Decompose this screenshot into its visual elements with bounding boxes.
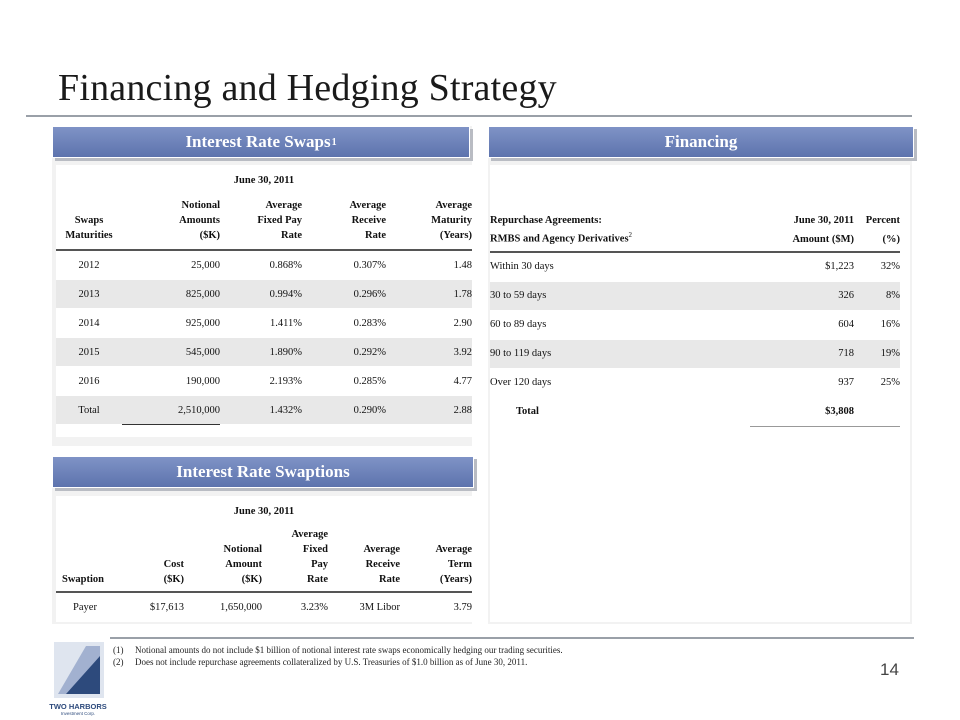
swaps-row: [56, 250, 472, 280]
swaptions-cell: 3.79: [400, 592, 472, 622]
financing-header-label-1: Repurchase Agreements:: [490, 215, 602, 226]
swaps-cell: 0.868%: [220, 250, 302, 280]
swaps-row: [56, 396, 472, 425]
financing-row: [490, 339, 900, 368]
swaps-row: [56, 338, 472, 367]
swaptions-table: [56, 496, 472, 622]
swaps-cell: 4.77: [386, 367, 472, 396]
financing-row: [490, 252, 900, 282]
financing-cell: 16%: [854, 310, 900, 339]
swaps-cell: 0.994%: [220, 280, 302, 309]
swaps-cell: 2015: [56, 338, 122, 367]
swaptions-table-area: [56, 496, 472, 622]
swaps-banner-text: Interest Rate Swaps: [185, 132, 331, 151]
financing-cell: 32%: [854, 252, 900, 282]
swaptions-cell: 1,650,000: [184, 592, 262, 622]
swaps-cell: 0.290%: [302, 396, 386, 425]
financing-cell: Within 30 days: [490, 252, 750, 282]
swaptions-col-header: Notional Amount ($K): [223, 544, 262, 585]
swaptions-col-header: Average Term (Years): [435, 544, 472, 585]
logo-subtitle: Investment Corp.: [60, 711, 96, 716]
swaptions-date-header: June 30, 2011: [233, 506, 295, 517]
financing-table: [490, 213, 900, 427]
logo-name: TWO HARBORS: [49, 702, 107, 711]
financing-cell: 937: [750, 368, 854, 397]
financing-total-label: Total: [490, 397, 750, 426]
swaptions-cell: Payer: [56, 592, 114, 622]
swaps-col-header: Average Fixed Pay Rate: [257, 200, 302, 241]
swaps-cell: 2.88: [386, 396, 472, 425]
swaptions-row: [56, 592, 472, 622]
swaptions-cell: 3.23%: [262, 592, 328, 622]
swaps-cell: 190,000: [122, 367, 220, 396]
swaps-cell: 2014: [56, 309, 122, 338]
financing-cell: 326: [750, 281, 854, 310]
footnote-text: Notional amounts do not include $1 billion of notional interest rate swaps economically hedging our trading securities.: [135, 645, 563, 655]
financing-table-area: [490, 165, 910, 622]
swaptions-cell: $17,613: [114, 592, 184, 622]
financing-header-label-2: [490, 228, 750, 247]
swaptions-banner: [52, 456, 474, 488]
financing-col-amount-line2: Amount ($M): [792, 233, 854, 245]
financing-row: [490, 310, 900, 339]
footnote-number: (1): [113, 645, 124, 655]
swaptions-col-header: Cost ($K): [163, 559, 184, 585]
swaps-cell: 0.296%: [302, 280, 386, 309]
swaps-cell: 2.193%: [220, 367, 302, 396]
swaptions-cell: 3M Libor: [328, 592, 400, 622]
swaps-cell: 2013: [56, 280, 122, 309]
swaps-cell: Total: [56, 396, 122, 425]
swaps-cell: 925,000: [122, 309, 220, 338]
swaps-cell: 3.92: [386, 338, 472, 367]
swaps-col-header: Average Receive Rate: [349, 200, 386, 241]
swaps-cell: 1.411%: [220, 309, 302, 338]
swaps-cell: 25,000: [122, 250, 220, 280]
swaps-cell: 1.432%: [220, 396, 302, 425]
title-divider: [26, 115, 912, 117]
financing-col-amount-line1: June 30, 2011: [793, 215, 854, 226]
footnote: [113, 656, 563, 668]
footer-divider: [110, 637, 914, 639]
financing-cell: $1,223: [750, 252, 854, 282]
swaps-cell: 0.285%: [302, 367, 386, 396]
swaps-cell: 2.90: [386, 309, 472, 338]
swaps-table-area: [56, 165, 472, 437]
financing-cell: 19%: [854, 339, 900, 368]
swaps-cell: 1.890%: [220, 338, 302, 367]
swaptions-banner-text: Interest Rate Swaptions: [176, 462, 350, 481]
financing-cell: 60 to 89 days: [490, 310, 750, 339]
financing-total-row: [490, 397, 900, 426]
swaps-cell: 2,510,000: [122, 396, 220, 425]
financing-banner: [488, 126, 914, 158]
financing-row: [490, 281, 900, 310]
swaps-banner: [52, 126, 470, 158]
financing-header-label-2-text: RMBS and Agency Derivatives: [490, 233, 629, 245]
page-title: Financing and Hedging Strategy: [58, 67, 557, 109]
swaps-cell: 2012: [56, 250, 122, 280]
swaptions-col-header: Average Fixed Pay Rate: [291, 529, 328, 585]
swaps-cell: 825,000: [122, 280, 220, 309]
swaptions-col-header: Average Receive Rate: [363, 544, 400, 585]
swaps-cell: 1.48: [386, 250, 472, 280]
financing-cell: 604: [750, 310, 854, 339]
financing-col-percent-line2: (%): [882, 233, 900, 245]
financing-col-percent-line1: Percent: [865, 215, 900, 226]
financing-total-amount: $3,808: [750, 397, 854, 426]
footnote: [113, 644, 563, 656]
financing-cell: 90 to 119 days: [490, 339, 750, 368]
swaps-row: [56, 367, 472, 396]
swaps-row: [56, 280, 472, 309]
footnote-number: (2): [113, 657, 124, 667]
swaps-date-header: June 30, 2011: [233, 175, 295, 186]
swaps-col-header: Swaps Maturities: [65, 215, 113, 241]
footnotes: [113, 644, 563, 668]
swaps-cell: 2016: [56, 367, 122, 396]
financing-cell: 8%: [854, 281, 900, 310]
footnote-text: Does not include repurchase agreements collateralized by U.S. Treasuries of $1.0 billion as of June 30, 2011.: [135, 657, 528, 667]
swaps-cell: 0.283%: [302, 309, 386, 338]
swaps-cell: 0.307%: [302, 250, 386, 280]
swaps-cell: 1.78: [386, 280, 472, 309]
financing-cell: 718: [750, 339, 854, 368]
swaps-col-header: Notional Amounts ($K): [179, 200, 220, 241]
swaps-row: [56, 309, 472, 338]
financing-cell: 25%: [854, 368, 900, 397]
financing-cell: 30 to 59 days: [490, 281, 750, 310]
financing-banner-text: Financing: [664, 132, 738, 151]
swaps-table: [56, 165, 472, 425]
swaptions-col-header: Swaption: [62, 574, 105, 585]
financing-row: [490, 368, 900, 397]
swaps-banner-footnote-ref: 1: [331, 136, 337, 148]
page-number: 14: [880, 660, 899, 679]
financing-cell: Over 120 days: [490, 368, 750, 397]
swaps-cell: 0.292%: [302, 338, 386, 367]
financing-footnote-ref: 2: [628, 231, 633, 239]
swaps-cell: 545,000: [122, 338, 220, 367]
swaps-col-header: Average Maturity (Years): [431, 200, 472, 241]
